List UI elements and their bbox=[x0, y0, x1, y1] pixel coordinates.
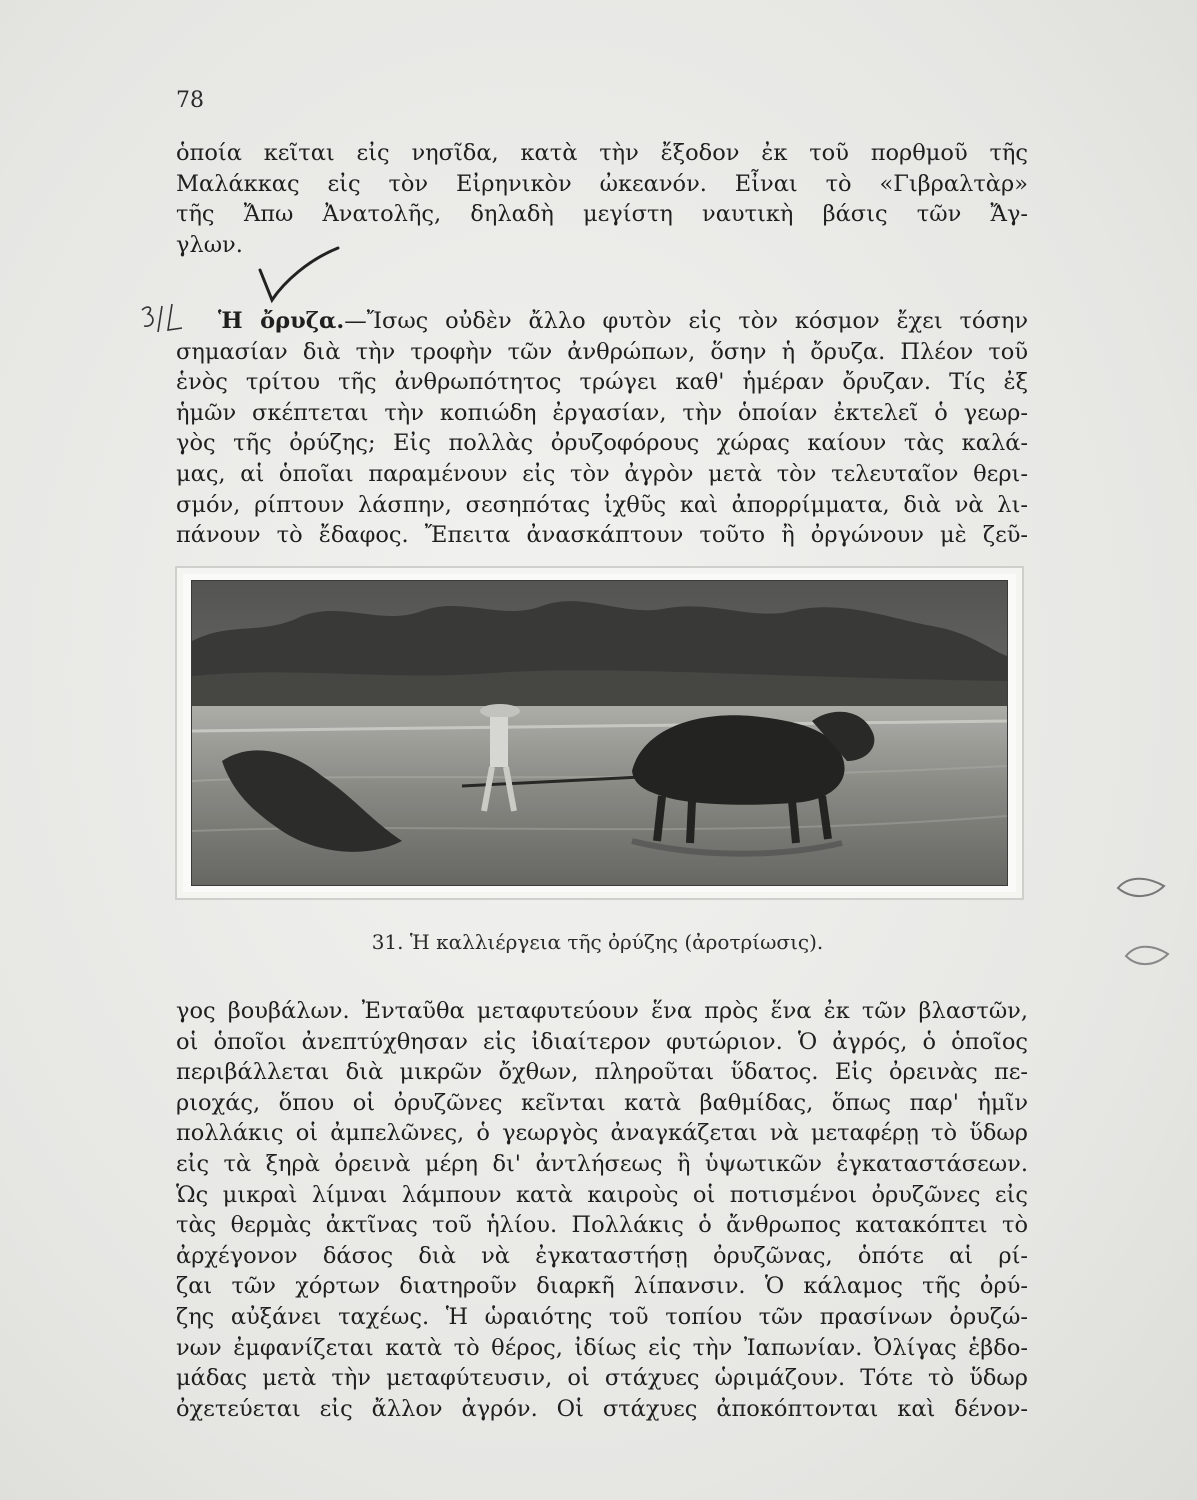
paragraph-bottom bbox=[176, 996, 1028, 1424]
text-line: γὸς τῆς ὀρύζης; Εἰς πολλὰς ὀρυζοφόρους χώρας καίουν τὰς καλά- bbox=[176, 430, 1028, 457]
text-line: γος βουβάλων. Ἐνταῦθα μεταφυτεύουν ἕνα πρὸς ἕνα ἐκ τῶν βλαστῶν, bbox=[176, 998, 1028, 1024]
text-line: πολλάκις οἱ ἀμπελῶνες, ὁ γεωργὸς ἀναγκάζεται νὰ μεταφέρῃ τὸ ὕδωρ bbox=[176, 1120, 1028, 1147]
section-heading: Ἡ ὄρυζα. bbox=[218, 308, 345, 334]
page-number: 78 bbox=[176, 88, 204, 113]
text-line: ἑνὸς τρίτου τῆς ἀνθρωπότητος τρώγει καθ' ἡμέραν ὄρυζαν. Τίς ἐξ bbox=[176, 369, 1028, 396]
text-line: σημασίαν διὰ τὴν τροφὴν τῶν ἀνθρώπων, ὅσην ἡ ὄρυζα. Πλέον τοῦ bbox=[176, 338, 1028, 365]
paragraph-top bbox=[176, 138, 1028, 260]
pencil-mark-icon bbox=[1112, 868, 1172, 908]
text-fragment: —Ἴσως οὐδὲν ἄλλο φυτὸν εἰς τὸν κόσμον ἔχει τόσην bbox=[344, 308, 1028, 334]
text-line: μας, αἱ ὁποῖαι παραμένουν εἰς τὸν ἀγρὸν μετὰ τὸν τελευταῖον θερι- bbox=[176, 460, 1028, 487]
text-line: Μαλάκκας εἰς τὸν Εἰρηνικὸν ὠκεανόν. Εἶναι τὸ «Γιβραλτὰρ» bbox=[176, 170, 1028, 197]
text-line: ὀχετεύεται εἰς ἄλλον ἀγρόν. Οἱ στάχυες ἀποκόπτονται καὶ δένον- bbox=[176, 1395, 1028, 1422]
text-line: Ὡς μικραὶ λίμναι λάμπουν κατὰ καιροὺς οἱ ποτισμένοι ὀρυζῶνες εἰς bbox=[176, 1181, 1028, 1208]
text-line: ζης αὐξάνει ταχέως. Ἡ ὡραιότης τοῦ τοπίου τῶν πρασίνων ὀρυζώ- bbox=[176, 1303, 1028, 1330]
text-line: τὰς θερμὰς ἀκτῖνας τοῦ ἡλίου. Πολλάκις ὁ ἄνθρωπος κατακόπτει τὸ bbox=[176, 1212, 1028, 1239]
rice-plowing-photo bbox=[191, 580, 1008, 886]
text-line: ὁποία κεῖται εἰς νησῖδα, κατὰ τὴν ἔξοδον ἐκ τοῦ πορθμοῦ τῆς bbox=[176, 140, 1028, 166]
pencil-mark-icon bbox=[1122, 938, 1172, 974]
text-line: πάνουν τὸ ἔδαφος. Ἔπειτα ἀνασκάπτουν τοῦτο ἢ ὀργώνουν μὲ ζεῦ- bbox=[176, 522, 1028, 549]
figure-caption: 31. Ἡ καλλιέργεια τῆς ὀρύζης (ἀροτρίωσις). bbox=[371, 930, 824, 954]
text-line: νων ἐμφανίζεται κατὰ τὸ θέρος, ἰδίως εἰς τὴν Ἰαπωνίαν. Ὀλίγας ἑβδο- bbox=[176, 1334, 1028, 1361]
text-line: οἱ ὁποῖοι ἀνεπτύχθησαν εἰς ἰδιαίτερον φυτώριον. Ὁ ἀγρός, ὁ ὁποῖος bbox=[176, 1028, 1028, 1055]
text-line bbox=[176, 306, 1028, 337]
text-line: γλων. bbox=[176, 231, 243, 258]
figure-frame bbox=[175, 566, 1024, 900]
text-line: ριοχάς, ὅπου οἱ ὀρυζῶνες κεῖνται κατὰ βαθμίδας, ὅπως παρ' ἡμῖν bbox=[176, 1089, 1028, 1116]
text-line: σμόν, ρίπτουν λάσπην, σεσηπότας ἰχθῦς καὶ ἀπορρίμματα, διὰ νὰ λι- bbox=[176, 491, 1028, 518]
text-line: ζαι τῶν χόρτων διατηροῦν διαρκῆ λίπανσιν. Ὁ κάλαμος τῆς ὀρύ- bbox=[176, 1273, 1028, 1300]
text-line: ἀρχέγονον δάσος διὰ νὰ ἐγκαταστήσῃ ὀρυζῶνας, ὁπότε αἱ ρί- bbox=[176, 1242, 1028, 1269]
text-line: τῆς Ἄπω Ἀνατολῆς, δηλαδὴ μεγίστη ναυτικὴ βάσις τῶν Ἄγ- bbox=[176, 201, 1028, 228]
text-line: εἰς τὰ ξηρὰ ὀρεινὰ μέρη δι' ἀντλήσεως ἢ ὑψωτικῶν ἐγκαταστάσεων. bbox=[176, 1150, 1028, 1177]
photo-illustration bbox=[192, 581, 1007, 885]
text-line: μάδας μετὰ τὴν μεταφύτευσιν, οἱ στάχυες ὡριμάζουν. Τότε τὸ ὕδωρ bbox=[176, 1365, 1028, 1392]
text-line: περιβάλλεται διὰ μικρῶν ὄχθων, πληροῦται ὕδατος. Εἰς ὀρεινὰς πε- bbox=[176, 1059, 1028, 1086]
paragraph-rice bbox=[176, 306, 1028, 551]
text-line: ἡμῶν σκέπτεται τὴν κοπιώδη ἐργασίαν, τὴν ὁποίαν ἐκτελεῖ ὁ γεωρ- bbox=[176, 399, 1028, 426]
